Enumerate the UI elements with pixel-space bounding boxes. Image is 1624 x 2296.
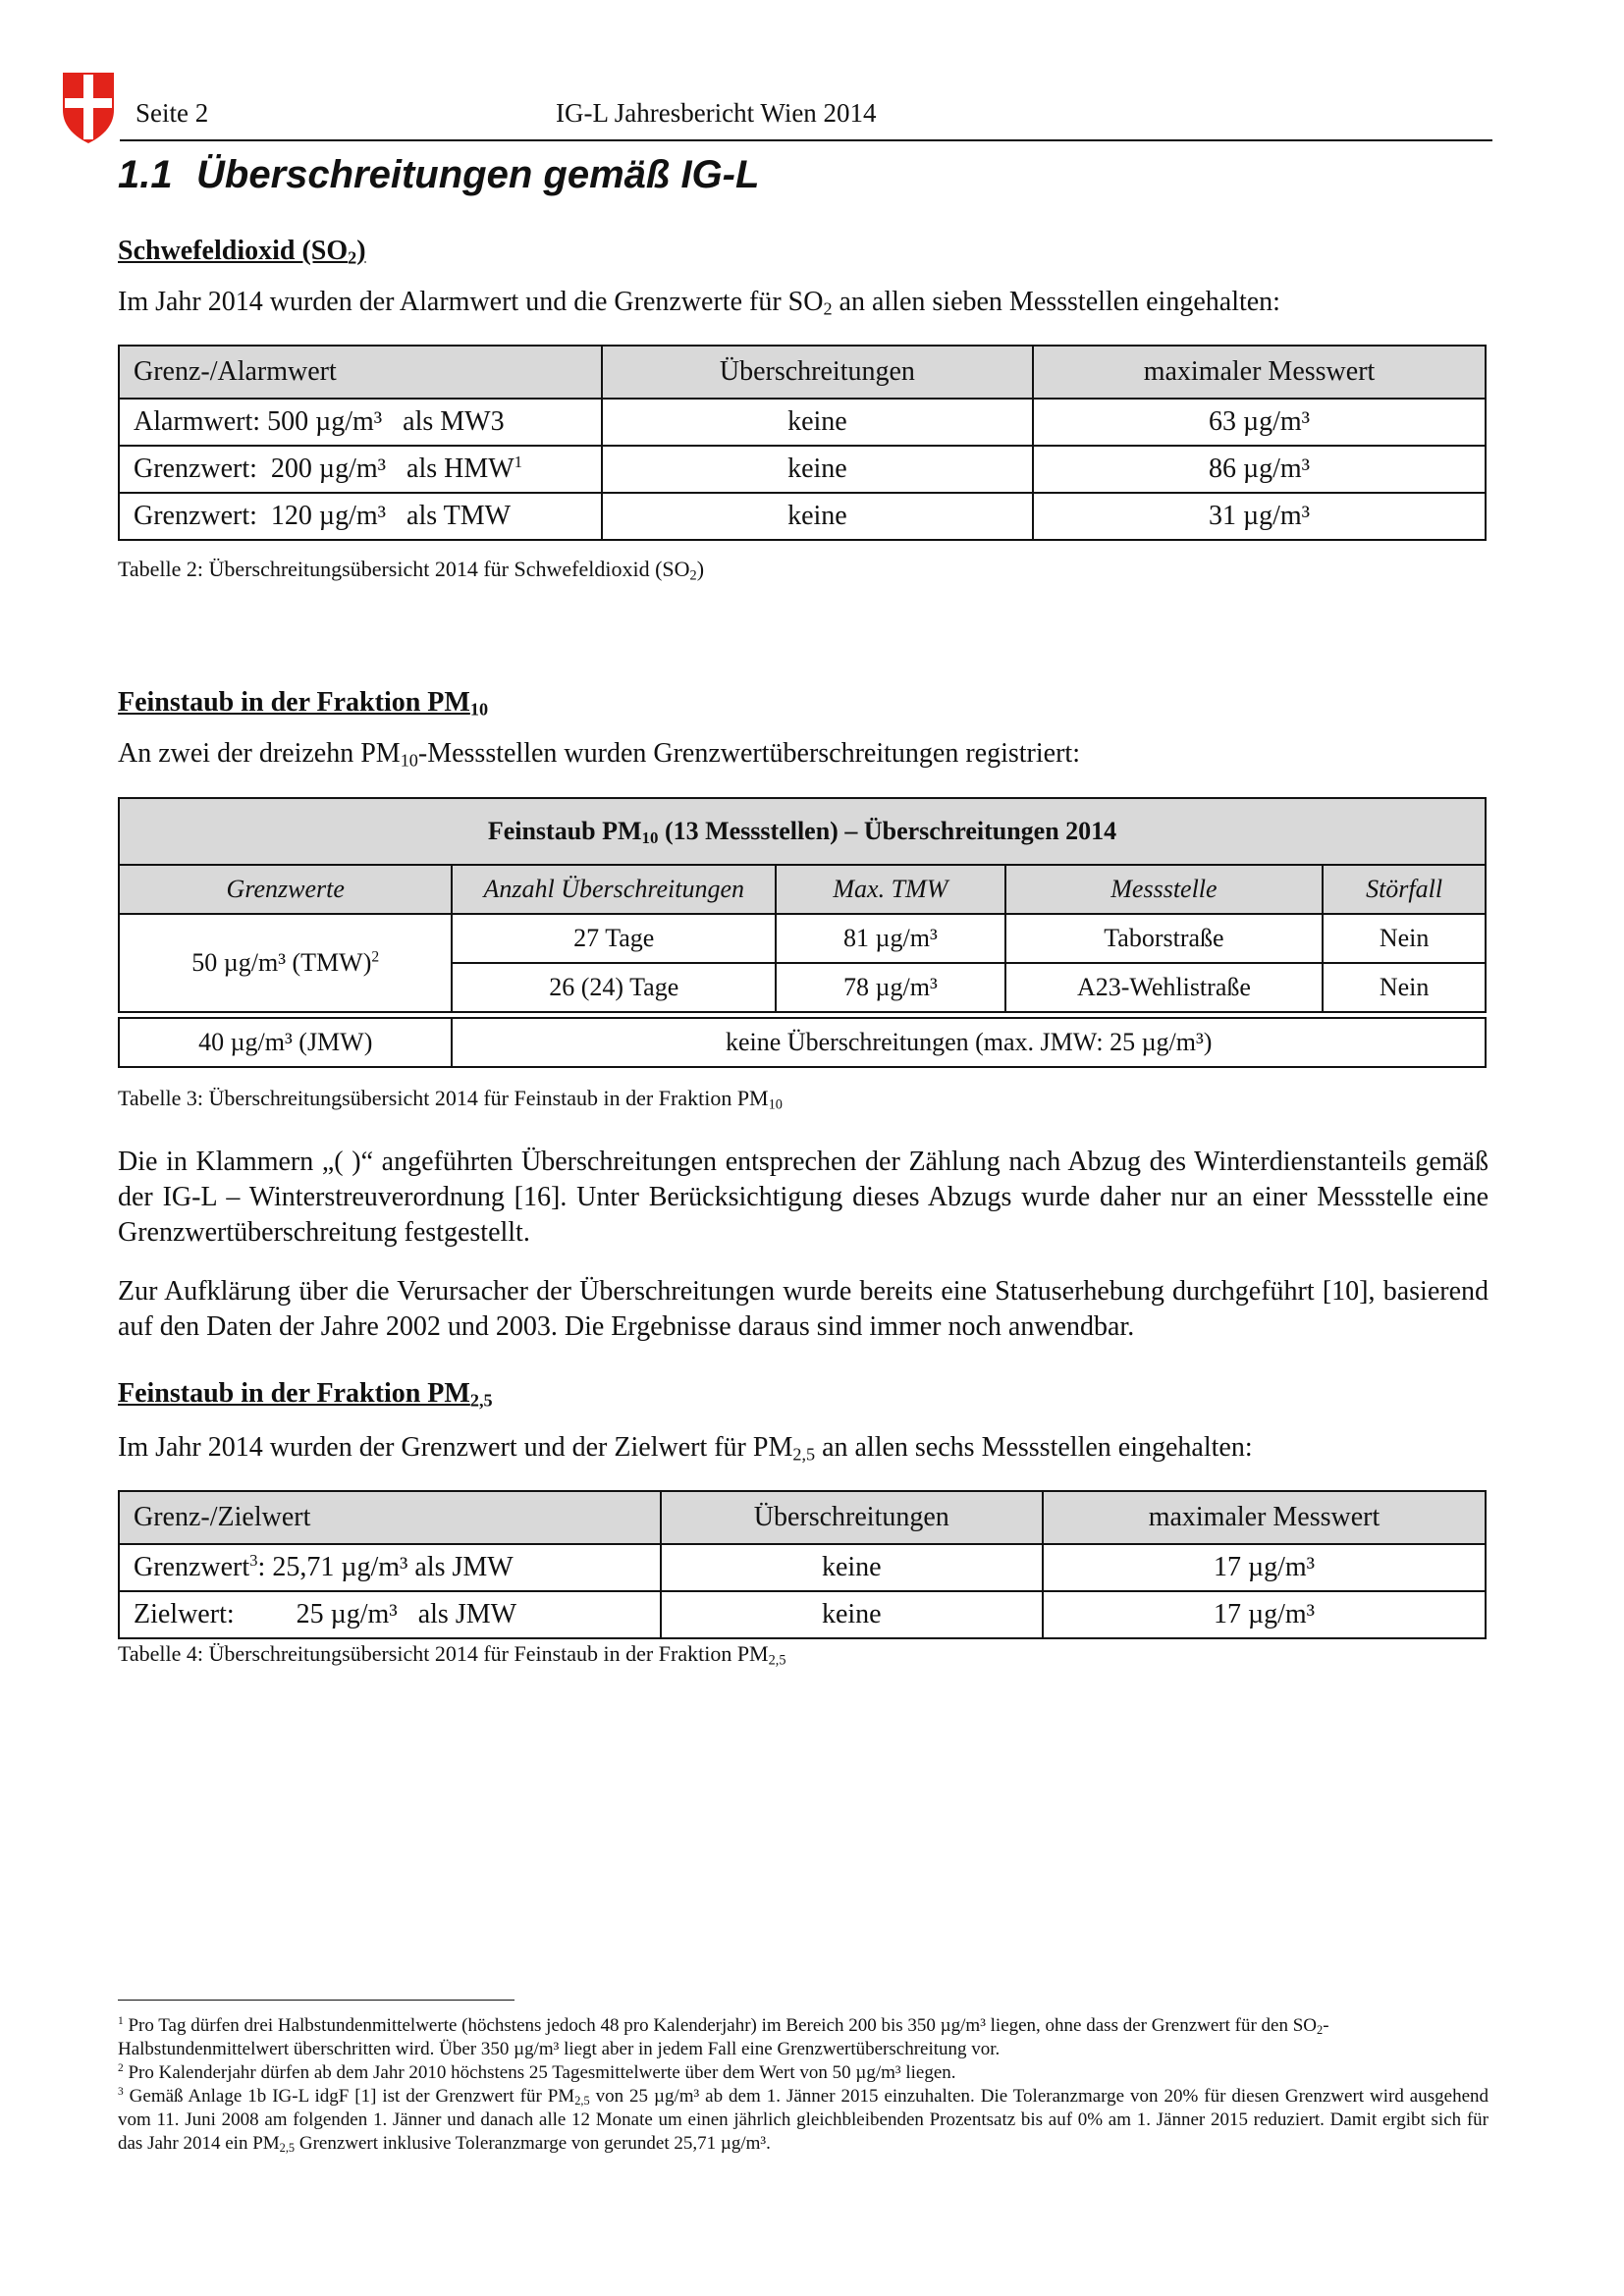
table-header-row (119, 865, 1486, 914)
table-caption: Tabelle 2: Überschreitungsübersicht 2014 für Schwefeldioxid $(SO_2)$ (118, 557, 705, 584)
exceedance-cell: keine (602, 399, 1033, 446)
so2-table (118, 345, 1487, 541)
footnote-separator (118, 2000, 514, 2001)
pm25-table (118, 1490, 1487, 1639)
pm25-heading: Feinstaub in der Fraktion $PM_{2,5}$ (118, 1378, 493, 1411)
footnote-ref: 3 (249, 1550, 258, 1570)
pm25-intro: Im Jahr 2014 wurden der Grenzwert und der Zielwert für $PM_{2,5}$ an allen sechs Messstellen eingehalten: (118, 1432, 1253, 1465)
table-title-row (119, 798, 1486, 865)
column-header: Anzahl Überschreitungen (452, 865, 776, 914)
table-row (119, 493, 1486, 540)
footnote-ref: 1 (514, 452, 523, 471)
table-header-row (119, 1491, 1486, 1544)
result-cell: keine Überschreitungen (max. JMW: 25 µg/m³) (452, 1018, 1486, 1067)
footnote: $^3$ Gemäß Anlage 1b IG-L idgF [1] ist der Grenzwert für $PM_{2,5}$ von 25 µg/m³ ab dem 1. Jänner 2015 einzuhalten. Die Toleranzmarge von 20% für diesen Grenzwert wird ausgehend vom 11. Juni 2008 am folgenden 1. Jänner und danach alle 12 Monate um einen jährlich gleichbleibenden Prozentsatz bis auf 0% am 1. Jänner 2015 reduziert. Damit ergibt sich für das Jahr 2014 ein $PM_{2,5}$ Grenzwert inklusive Toleranzmarge von gerundet 25,71 µg/m³. (118, 2086, 1489, 2156)
column-header: Grenz-/Alarmwert (119, 346, 602, 399)
limit-cell: Grenzwert: 120 µg/m³ als TMW (119, 493, 602, 540)
count-cell: 26 (24) Tage (452, 963, 776, 1012)
limit-cell: Alarmwert: 500 µg/m³ als MW3 (119, 399, 602, 446)
column-header: Überschreitungen (602, 346, 1033, 399)
max-value-cell: 63 µg/m³ (1033, 399, 1486, 446)
max-value-cell: 17 µg/m³ (1043, 1544, 1486, 1591)
max-value-cell: 17 µg/m³ (1043, 1591, 1486, 1638)
header-document-title: IG-L Jahresbericht Wien 2014 (556, 98, 877, 128)
header-page-number: Seite 2 (135, 98, 209, 128)
incident-cell: Nein (1323, 914, 1486, 963)
column-header: Störfall (1323, 865, 1486, 914)
paragraph: Die in Klammern „( )“ angeführten Überschreitungen entsprechen der Zählung nach Abzug des Winterdienstanteils gemäß der IG-L – Winterstreuverordnung [16]. Unter Berücksichtigung dieses Abzugs wurde daher nur an einer Messstelle eine Grenzwertüberschreitung festgestellt. (118, 1147, 1489, 1248)
column-header: Max. TMW (776, 865, 1005, 914)
column-header: Überschreitungen (661, 1491, 1043, 1544)
table-row (119, 1544, 1486, 1591)
table-caption: Tabelle 3: Überschreitungsübersicht 2014 für Feinstaub in der Fraktion $PM_{10}$ (118, 1086, 783, 1113)
table-row (119, 446, 1486, 493)
table-row (119, 914, 1486, 963)
table-caption: Tabelle 4: Überschreitungsübersicht 2014 für Feinstaub in der Fraktion $PM_{2,5}$ (118, 1641, 786, 1669)
station-cell: A23-Wehlistraße (1005, 963, 1324, 1012)
limit-cell: Zielwert: 25 µg/m³ als JMW (119, 1591, 661, 1638)
count-cell: 27 Tage (452, 914, 776, 963)
pm10-heading: Feinstaub in der Fraktion $PM_{10}$ (118, 687, 489, 720)
incident-cell: Nein (1323, 963, 1486, 1012)
footnote-ref: 2 (371, 948, 380, 966)
column-header: Grenz-/Zielwert (119, 1491, 661, 1544)
table-row (119, 1591, 1486, 1638)
pm10-intro: An zwei der dreizehn $PM_{10}$-Messstellen wurden Grenzwertüberschreitungen registriert: (118, 738, 1080, 771)
paragraph: Zur Aufklärung über die Verursacher der Überschreitungen wurde bereits eine Statuserhebung durchgeführt [10], basierend auf den Daten der Jahre 2002 und 2003. Die Ergebnisse daraus sind immer noch anwendbar. (118, 1276, 1489, 1342)
table-row (119, 1018, 1486, 1067)
max-tmw-cell: 78 µg/m³ (776, 963, 1005, 1012)
limit-cell: Grenzwert: 200 µg/m³ als HMW$^1$ (119, 446, 602, 493)
limit-cell: Grenzwert$^3$: 25,71 µg/m³ als JMW (119, 1544, 661, 1591)
section-heading (118, 153, 759, 197)
pm10-table (118, 797, 1487, 1068)
limit-cell: 50 µg/m³ (TMW)$^2$ (119, 914, 452, 1012)
so2-heading: Schwefeldioxid $(SO_2)$ (118, 236, 366, 268)
column-header: Grenzwerte (119, 865, 452, 914)
max-value-cell: 86 µg/m³ (1033, 446, 1486, 493)
column-header: maximaler Messwert (1043, 1491, 1486, 1544)
station-cell: Taborstraße (1005, 914, 1324, 963)
footnote: $^1$ Pro Tag dürfen drei Halbstundenmittelwerte (höchstens jedoch 48 pro Kalenderjahr) im Bereich 200 bis 350 µg/m³ liegen, ohne dass der Grenzwert für den $SO_2$-Halbstundenmittelwert überschritten wird. Über 350 µg/m³ liegt aber in jedem Fall eine Grenzwertüberschreitung vor. (118, 2015, 1329, 2059)
exceedance-cell: keine (661, 1544, 1043, 1591)
exceedance-cell: keine (602, 446, 1033, 493)
section-title: Überschreitungen gemäß IG-L (196, 153, 760, 196)
header-rule (120, 139, 1492, 141)
max-tmw-cell: 81 µg/m³ (776, 914, 1005, 963)
table-header-row (119, 346, 1486, 399)
vienna-coat-of-arms-logo (61, 71, 116, 145)
column-header: Messstelle (1005, 865, 1324, 914)
exceedance-cell: keine (661, 1591, 1043, 1638)
max-value-cell: 31 µg/m³ (1033, 493, 1486, 540)
section-number: 1.1 (118, 153, 173, 196)
table-title: Feinstaub $PM_{10}$ (13 Messstellen) – Überschreitungen 2014 (119, 798, 1486, 865)
exceedance-cell: keine (602, 493, 1033, 540)
column-header: maximaler Messwert (1033, 346, 1486, 399)
limit-cell: 40 µg/m³ (JMW) (119, 1018, 452, 1067)
table-row (119, 399, 1486, 446)
footnote: $^2$ Pro Kalenderjahr dürfen ab dem Jahr 2010 höchstens 25 Tagesmittelwerte über dem Wert von 50 µg/m³ liegen. (118, 2062, 956, 2083)
so2-intro: Im Jahr 2014 wurden der Alarmwert und die Grenzwerte für $SO_2$ an allen sieben Messstellen eingehalten: (118, 287, 1280, 319)
